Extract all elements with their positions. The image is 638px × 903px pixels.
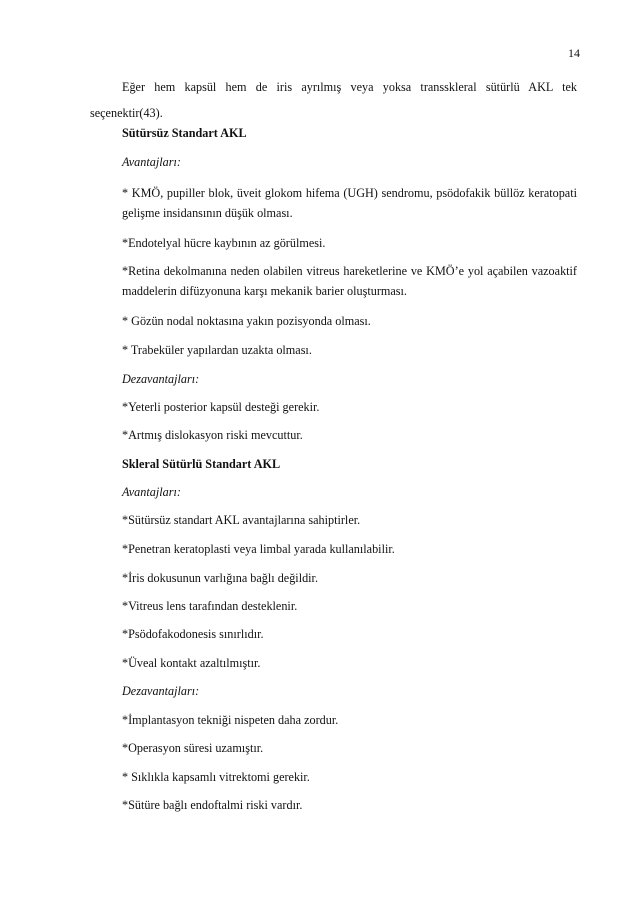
- section2-disadvantage-3: * Sıklıkla kapsamlı vitrektomi gerekir.: [122, 770, 310, 784]
- section2-advantage-6: *Üveal kontakt azaltılmıştır.: [122, 656, 261, 670]
- section2-disadvantage-2: *Operasyon süresi uzamıştır.: [122, 741, 264, 755]
- page-number: 14: [568, 46, 580, 60]
- section2-advantage-2: *Penetran keratoplasti veya limbal yarada kullanılabilir.: [122, 542, 395, 556]
- section2-advantage-5: *Psödofakodonesis sınırlıdır.: [122, 627, 264, 641]
- section2-heading: Skleral Sütürlü Standart AKL: [122, 457, 281, 471]
- section2-disadvantage-4: *Sütüre bağlı endoftalmi riski vardır.: [122, 798, 303, 812]
- section1-advantage-2: *Endotelyal hücre kaybının az görülmesi.: [122, 236, 326, 250]
- section1-advantage-4: * Gözün nodal noktasına yakın pozisyonda olması.: [122, 314, 371, 328]
- section1-disadvantage-2: *Artmış dislokasyon riski mevcuttur.: [122, 428, 303, 442]
- section2-advantages-label: Avantajları:: [122, 485, 181, 499]
- section1-advantages-label: Avantajları:: [122, 155, 181, 169]
- section1-disadvantage-1: *Yeterli posterior kapsül desteği gerekir.: [122, 400, 320, 414]
- section2-advantage-4: *Vitreus lens tarafından desteklenir.: [122, 599, 298, 613]
- section2-advantage-3: *İris dokusunun varlığına bağlı değildir.: [122, 571, 318, 585]
- section2-advantage-1: *Sütürsüz standart AKL avantajlarına sahiptirler.: [122, 513, 361, 527]
- section2-disadvantage-1: *İmplantasyon tekniği nispeten daha zordur.: [122, 713, 339, 727]
- section2-disadvantages-label: Dezavantajları:: [122, 684, 200, 698]
- section1-advantage-3: *Retina dekolmanına neden olabilen vitreus hareketlerine ve KMÖ’e yol açabilen vazoaktif maddelerin difüzyonuna karşı mekanik barier oluşturması.: [122, 264, 577, 298]
- section1-advantage-1: * KMÖ, pupiller blok, üveit glokom hifema (UGH) sendromu, psödofakik büllöz keratopati gelişme insidansının düşük olması.: [122, 186, 577, 220]
- section1-disadvantages-label: Dezavantajları:: [122, 372, 200, 386]
- intro-paragraph: Eğer hem kapsül hem de iris ayrılmış veya yoksa transskleral sütürlü AKL tek seçenektir(43).: [90, 80, 577, 120]
- section1-heading: Sütürsüz Standart AKL: [122, 126, 247, 140]
- section1-advantage-5: * Trabeküler yapılardan uzakta olması.: [122, 343, 312, 357]
